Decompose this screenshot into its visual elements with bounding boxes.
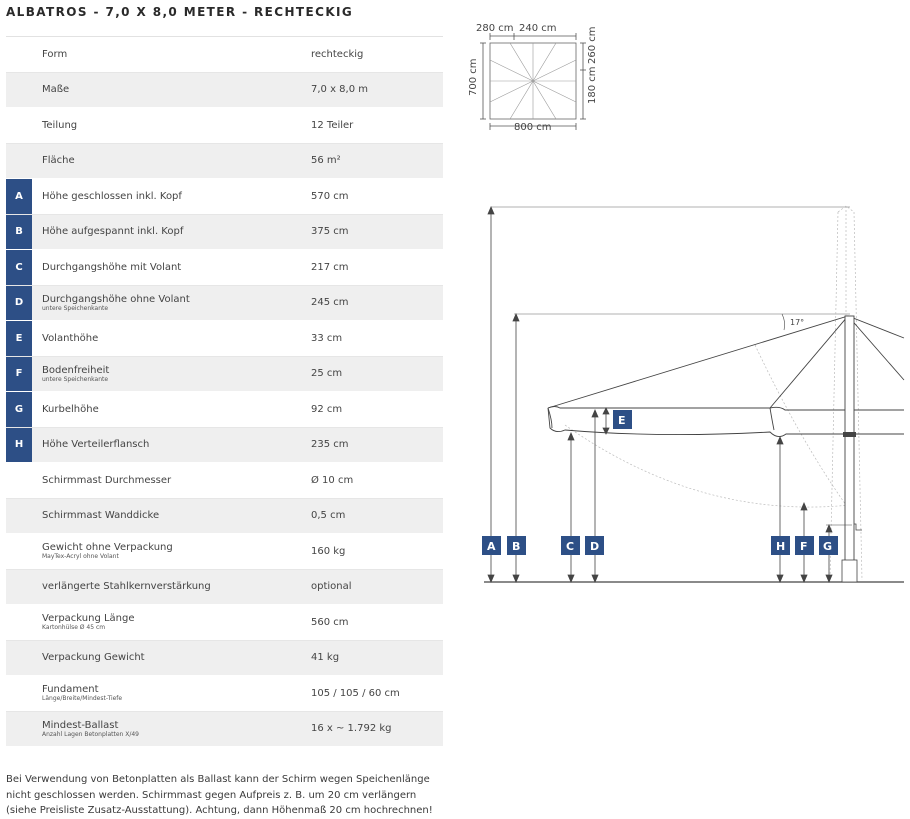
spec-label-text: Teilung xyxy=(42,119,78,131)
spec-value: 33 cm xyxy=(311,332,343,344)
label-b: B xyxy=(512,540,521,553)
label-c: C xyxy=(566,540,575,553)
spec-badge: F xyxy=(6,357,32,392)
spec-badge: A xyxy=(6,179,32,214)
dim-280: 280 cm xyxy=(476,23,514,34)
spec-badge: B xyxy=(6,215,32,250)
dim-240: 240 cm xyxy=(519,23,557,34)
mast-foot xyxy=(842,560,857,582)
spec-label-text: Fundament xyxy=(42,684,99,696)
spec-value: 570 cm xyxy=(311,190,349,202)
spec-badge: G xyxy=(6,392,32,427)
closed-umbrella-ghost xyxy=(565,206,862,580)
spec-value: 41 kg xyxy=(311,652,340,664)
spec-value: 560 cm xyxy=(311,616,349,628)
spec-value: 235 cm xyxy=(311,439,349,451)
spec-label-text: Gewicht ohne Verpackung xyxy=(42,542,173,554)
label-e: E xyxy=(618,414,626,427)
spec-label-text: Durchgangshöhe mit Volant xyxy=(42,261,182,273)
label-d: D xyxy=(590,540,600,553)
spokes xyxy=(490,43,576,119)
spec-value: 160 kg xyxy=(311,545,346,557)
spec-label-text: Schirmmast Wanddicke xyxy=(42,510,160,522)
spec-label-sub: Kartonhülse Ø 45 cm xyxy=(42,624,106,632)
spec-value: optional xyxy=(311,581,352,593)
spec-value: 7,0 x 8,0 m xyxy=(311,84,369,96)
spec-value: 92 cm xyxy=(311,403,343,415)
spec-label-sub: MayTex-Acryl ohne Volant xyxy=(42,553,119,561)
spec-value: 12 Teiler xyxy=(311,119,354,131)
top-view-diagram xyxy=(480,33,586,130)
spec-label-text: Höhe aufgespannt inkl. Kopf xyxy=(42,226,184,238)
spec-label-text: Kurbelhöhe xyxy=(42,403,99,415)
dimension-arrows xyxy=(488,207,852,582)
dim-180: 180 cm xyxy=(587,66,598,104)
footnote: Bei Verwendung von Betonplatten als Ballast kann der Schirm wegen Speichenlänge nicht geschlossen werden. Schirmmast gegen Aufpreis z. B. um 20 cm verlängern (siehe Preisliste Zusatz-Ausstattung). Achtung, dann Höhenmaß 20 cm hochrechnen! xyxy=(6,774,433,816)
spec-label-text: Form xyxy=(42,48,68,60)
spec-label-text: Verpackung Länge xyxy=(42,613,135,625)
spec-label-text: Mindest-Ballast xyxy=(42,719,119,731)
spec-value: 217 cm xyxy=(311,261,349,273)
mast xyxy=(845,316,854,582)
spec-value: 56 m² xyxy=(311,155,341,167)
dim-700: 700 cm xyxy=(468,58,479,96)
spec-value: rechteckig xyxy=(311,48,364,60)
angle-label: 17° xyxy=(790,318,805,327)
spec-value: 245 cm xyxy=(311,297,349,309)
label-g: G xyxy=(823,540,833,553)
spec-badge: C xyxy=(6,250,32,285)
spec-label-text: Durchgangshöhe ohne Volant xyxy=(42,293,190,305)
spec-label-sub: untere Speichenkante xyxy=(42,304,109,312)
spec-label-text: Maße xyxy=(42,84,70,96)
spec-value: 0,5 cm xyxy=(311,510,346,522)
page-title: ALBATROS - 7,0 X 8,0 METER - RECHTECKIG xyxy=(6,5,354,19)
spec-label-sub: Länge/Breite/Mindest-Tiefe xyxy=(42,695,123,703)
spec-label-text: Höhe Verteilerflansch xyxy=(42,439,150,451)
label-boxes xyxy=(482,410,838,555)
spec-label-sub: untere Speichenkante xyxy=(42,375,109,383)
hub-flange xyxy=(843,432,856,437)
spec-label-text: Schirmmast Durchmesser xyxy=(42,474,172,486)
spec-label-text: Höhe geschlossen inkl. Kopf xyxy=(42,190,182,202)
spec-value: 375 cm xyxy=(311,226,349,238)
spec-badge: H xyxy=(6,428,32,463)
spec-badge: D xyxy=(6,286,32,321)
spec-badge: E xyxy=(6,321,32,356)
label-f: F xyxy=(800,540,808,553)
label-a: A xyxy=(487,540,496,553)
label-h: H xyxy=(776,540,786,553)
spec-label-text: Bodenfreiheit xyxy=(42,364,110,376)
spec-label-sub: Anzahl Lagen Betonplatten X/49 xyxy=(42,730,139,738)
dim-260: 260 cm xyxy=(587,26,598,64)
spec-label-text: verlängerte Stahlkernverstärkung xyxy=(42,581,211,593)
spec-value: 25 cm xyxy=(311,368,343,380)
spec-label-text: Volanthöhe xyxy=(42,332,99,344)
spec-label-text: Verpackung Gewicht xyxy=(42,652,145,664)
side-view-diagram xyxy=(482,206,904,582)
spec-value: 105 / 105 / 60 cm xyxy=(311,687,400,699)
dim-800: 800 cm xyxy=(514,122,552,133)
spec-label-text: Fläche xyxy=(42,155,75,167)
spec-value: Ø 10 cm xyxy=(311,474,354,486)
spec-value: 16 x ~ 1.792 kg xyxy=(311,723,392,735)
